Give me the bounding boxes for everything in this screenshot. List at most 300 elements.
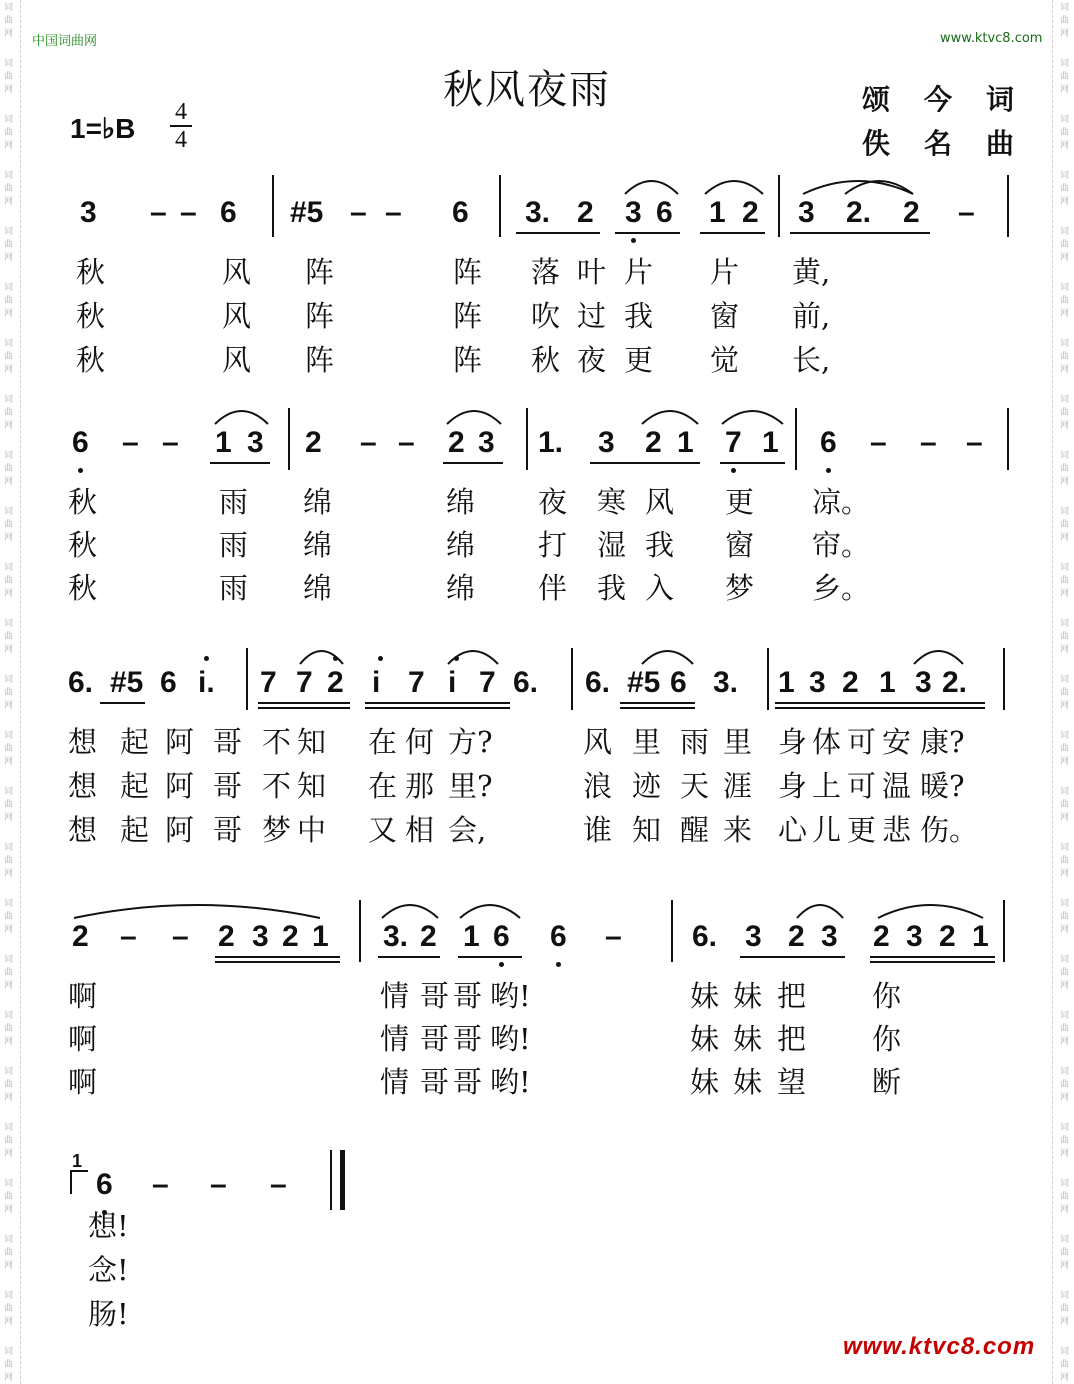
note: 2 [742,196,759,229]
watermark-char: 网 [1060,1373,1070,1383]
watermark-char: 词 [1060,1347,1070,1357]
watermark-char: 曲 [4,520,14,530]
watermark-char: 曲 [4,408,14,418]
octave-dot-above [378,656,383,661]
watermark-char: 网 [1060,365,1070,375]
underline [775,702,985,704]
watermark-char: 网 [1060,701,1070,711]
watermark-char: 网 [4,477,14,487]
lyric-char: 身 [778,769,808,803]
right-margin-line [1052,0,1053,1384]
lyric-char: 秋 [76,255,106,289]
slur [380,898,440,920]
lyric-char: 啊 [68,979,98,1013]
watermark-char: 网 [4,981,14,991]
underline [785,956,845,958]
lyric-char: 哥 [420,979,450,1013]
song-title: 秋风夜雨 [443,67,611,113]
lyric-char: 不 [262,769,292,803]
watermark-char: 曲 [4,1360,14,1370]
lyric-char: 湿 [597,528,627,562]
watermark-char: 曲 [4,464,14,474]
lyric-char: 阵 [305,255,335,289]
watermark-char: 曲 [1060,352,1070,362]
lyric-char: 雨 [219,485,249,519]
watermark-char: 曲 [4,576,14,586]
lyric-char: 秋 [76,343,106,377]
lyric-char: 梦 [725,571,755,605]
lyric-char: 前, [792,299,831,333]
lyric-char: 相 [405,813,435,847]
note: – [870,426,887,459]
lyric-char: 涯 [723,769,753,803]
watermark-char: 词 [4,843,14,853]
underline [365,702,510,704]
slur [72,898,322,920]
underline [516,232,600,234]
slur [640,404,700,426]
watermark-char: 网 [1060,925,1070,935]
note: – [122,426,139,459]
watermark-char: 网 [4,757,14,767]
note: 3. [525,196,551,229]
note: 1 [677,426,694,459]
watermark-char: 词 [4,731,14,741]
watermark-char: 曲 [1060,1024,1070,1034]
watermark-char: 曲 [4,352,14,362]
watermark-char: 曲 [1060,1080,1070,1090]
lyric-char: 悲 [882,813,912,847]
watermark-char: 曲 [4,688,14,698]
site-name-left: 中国词曲网 [32,34,98,49]
lyric-char: 哟! [490,1065,531,1099]
note: 2 [842,666,859,699]
watermark-char: 曲 [1060,912,1070,922]
watermark-char: 网 [1060,1037,1070,1047]
watermark-char: 网 [1060,813,1070,823]
note: 3. [383,920,409,953]
lyric-char: 秋 [531,343,561,377]
note: 3 [745,920,762,953]
lyric-char: 念! [88,1253,129,1287]
underline [215,956,340,958]
note: 6 [656,196,673,229]
note: – [966,426,983,459]
lyric-char: 起 [120,769,150,803]
underline [458,956,522,958]
lyric-char: 风 [583,725,613,759]
lyric-char: 妹 [690,1065,720,1099]
note: 6 [72,426,89,459]
watermark-char: 网 [4,533,14,543]
volta-number: 1 [72,1151,83,1171]
watermark-char: 词 [4,619,14,629]
note: 2 [788,920,805,953]
barline [671,900,673,962]
note: 3 [247,426,264,459]
watermark-char: 曲 [4,128,14,138]
lyric-char: 伴 [538,571,568,605]
watermark-char: 词 [4,675,14,685]
lyric-char: 可 [847,769,877,803]
watermark-char: 网 [4,1037,14,1047]
lyric-char: 想 [68,769,98,803]
barline [571,648,573,710]
barline [1003,900,1005,962]
underline [590,462,700,464]
slur [720,404,785,426]
watermark-char: 曲 [1060,520,1070,530]
watermark-char: 网 [1060,29,1070,39]
lyric-char: 绵 [446,528,476,562]
watermark-char: 网 [4,1317,14,1327]
note: 1 [215,426,232,459]
note: 7 [408,666,425,699]
note: 6 [160,666,177,699]
watermark-char: 网 [1060,869,1070,879]
composer-credit [862,122,1048,162]
lyric-char: 帘。 [812,528,871,562]
lyric-char: 妹 [733,1022,763,1056]
watermark-char: 词 [1060,507,1070,517]
barline [526,408,528,470]
barline [1003,648,1005,710]
watermark-char: 网 [4,701,14,711]
left-margin-line [20,0,21,1384]
lyric-char: 妹 [733,979,763,1013]
lyricist-credit [862,78,1048,118]
slur [795,898,845,920]
lyric-char: 窗 [725,528,755,562]
watermark-char: 曲 [1060,296,1070,306]
watermark-char: 曲 [1060,1192,1070,1202]
watermark-char: 网 [1060,253,1070,263]
lyric-char: 觉 [710,343,740,377]
watermark-char: 词 [1060,59,1070,69]
lyric-char: 不 [262,725,292,759]
note: 3 [625,196,642,229]
lyric-char: 哥 [453,1065,483,1099]
watermark-char: 曲 [4,1192,14,1202]
watermark-char: 词 [4,1067,14,1077]
lyric-char: 妹 [733,1065,763,1099]
watermark-char: 网 [4,869,14,879]
watermark-char: 词 [4,1347,14,1357]
watermark-char: 词 [4,227,14,237]
note: 6 [550,920,567,953]
note: – [270,1168,287,1201]
time-sig-bottom: 4 [175,127,187,153]
lyric-char: 风 [645,485,675,519]
lyric-char: 秋 [68,528,98,562]
lyric-char: 哥 [213,725,243,759]
watermark-char: 曲 [4,296,14,306]
watermark-char: 词 [4,451,14,461]
watermark-char: 网 [4,421,14,431]
double-underline [258,707,350,709]
watermark-char: 词 [1060,563,1070,573]
key-signature: 1=♭B [70,113,136,144]
lyric-char: 秋 [68,485,98,519]
note: 6. [68,666,94,699]
lyric-char: 又 [368,813,398,847]
watermark-char: 网 [1060,1317,1070,1327]
lyric-char: 阿 [165,725,195,759]
lyric-char: 打 [538,528,568,562]
watermark-char: 曲 [1060,72,1070,82]
watermark-char: 词 [1060,1011,1070,1021]
watermark-char: 网 [4,1373,14,1383]
note: 3 [821,920,838,953]
lyric-char: 何 [405,725,435,759]
lyric-char: 更 [624,343,654,377]
watermark-char: 词 [1060,1123,1070,1133]
watermark-char: 网 [4,1261,14,1271]
lyric-char: 方? [448,725,493,759]
underline [620,702,695,704]
watermark-char: 网 [4,197,14,207]
watermark-char: 词 [4,3,14,13]
lyric-char: 断 [872,1065,902,1099]
watermark-char: 曲 [4,240,14,250]
octave-dot-below [731,468,736,473]
note: 2 [939,920,956,953]
slur [445,404,503,426]
watermark-char: 词 [1060,843,1070,853]
watermark-char: 词 [1060,1067,1070,1077]
watermark-char: 曲 [1060,744,1070,754]
lyric-char: 浪 [583,769,613,803]
watermark-char: 词 [4,1011,14,1021]
lyric-char: 里? [448,769,493,803]
watermark-char: 词 [4,395,14,405]
watermark-char: 网 [1060,85,1070,95]
lyric-char: 风 [222,343,252,377]
lyric-char: 片 [710,255,740,289]
lyric-char: 醒 [680,813,710,847]
lyric-char: 哥 [213,813,243,847]
octave-dot-above [204,656,209,661]
lyric-char: 入 [645,571,675,605]
lyric-char: 知 [297,769,327,803]
watermark-char: 曲 [1060,576,1070,586]
note: i. [198,666,215,699]
note: 6 [96,1168,113,1201]
lyric-char: 落 [531,255,561,289]
lyric-char: 凉。 [812,485,871,519]
lyric-char: 情 [380,1065,410,1099]
lyric-char: 窗 [710,299,740,333]
note: 2 [327,666,344,699]
lyric-char: 哥 [213,769,243,803]
lyric-char: 儿 [812,813,842,847]
lyric-char: 阵 [453,255,483,289]
watermark-char: 曲 [1060,1304,1070,1314]
note: – [920,426,937,459]
lyric-char: 我 [597,571,627,605]
lyric-char: 安 [882,725,912,759]
note: – [385,196,402,229]
slur [703,174,765,196]
lyric-char: 过 [577,299,607,333]
lyric-char: 你 [872,979,902,1013]
underline [720,462,785,464]
note: 1 [972,920,989,953]
note: 2 [420,920,437,953]
octave-dot-below [826,468,831,473]
lyric-char: 在 [368,769,398,803]
note: 1. [538,426,564,459]
barline [767,648,769,710]
watermark-char: 曲 [4,1080,14,1090]
lyric-char: 里 [723,725,753,759]
note: 3 [478,426,495,459]
watermark-char: 曲 [4,16,14,26]
lyric-char: 吹 [531,299,561,333]
watermark-char: 曲 [1060,16,1070,26]
lyric-char: 起 [120,813,150,847]
slur [876,898,985,920]
final-barline-thick [340,1150,345,1210]
lyric-char: 阵 [305,343,335,377]
note: 2 [218,920,235,953]
lyric-char: 心 [778,813,808,847]
watermark-char: 网 [1060,1093,1070,1103]
barline [499,175,501,237]
composer-name-2: 名 [924,127,953,160]
note: – [152,1168,169,1201]
watermark-char: 词 [4,899,14,909]
lyric-char: 妹 [690,1022,720,1056]
octave-dot-below [78,468,83,473]
lyric-char: 哟! [490,979,531,1013]
note: 2 [72,920,89,953]
watermark-char: 曲 [4,856,14,866]
watermark-char: 曲 [1060,128,1070,138]
watermark-char: 网 [1060,141,1070,151]
lyric-char: 我 [624,299,654,333]
watermark-char: 词 [1060,283,1070,293]
lyric-char: 哥 [453,1022,483,1056]
slur [446,644,500,666]
watermark-char: 网 [1060,1261,1070,1271]
underline [615,232,680,234]
lyricist-name-1: 颂 [862,83,891,116]
lyric-char: 谁 [583,813,613,847]
barline [246,648,248,710]
site-url-right: www.ktvc8.com [940,31,1043,46]
underline [443,462,503,464]
lyric-char: 雨 [680,725,710,759]
note: 3 [915,666,932,699]
lyric-char: 啊 [68,1022,98,1056]
note: i [372,666,381,699]
watermark-char: 网 [1060,1149,1070,1159]
note: – [958,196,975,229]
watermark-char: 词 [4,59,14,69]
watermark-char: 曲 [4,1304,14,1314]
lyric-char: 雨 [219,528,249,562]
watermark-char: 词 [4,787,14,797]
lyric-char: 哥 [420,1022,450,1056]
watermark-char: 网 [1060,477,1070,487]
note: 2 [448,426,465,459]
note: #5 [110,666,144,699]
watermark-char: 词 [1060,675,1070,685]
watermark-char: 网 [4,309,14,319]
double-underline [215,961,340,963]
lyric-char: 夜 [538,485,568,519]
watermark-char: 网 [1060,421,1070,431]
note: 2 [873,920,890,953]
lyric-char: 可 [847,725,877,759]
watermark-char: 词 [1060,787,1070,797]
lyric-char: 乡。 [812,571,871,605]
lyric-char: 阵 [453,299,483,333]
watermark-char: 曲 [4,184,14,194]
watermark-char: 词 [1060,227,1070,237]
note: #5 [290,196,324,229]
watermark-char: 网 [4,925,14,935]
barline [795,408,797,470]
watermark-char: 网 [1060,309,1070,319]
note: 6 [220,196,237,229]
lyric-char: 想 [68,725,98,759]
watermark-char: 网 [1060,981,1070,991]
lyric-char: 我 [645,528,675,562]
slur [912,644,965,666]
time-signature [170,100,192,152]
watermark-char: 词 [1060,3,1070,13]
lyric-char: 夜 [577,343,607,377]
note: 3 [798,196,815,229]
lyric-char: 阵 [305,299,335,333]
lyric-char: 想 [68,813,98,847]
note: 7 [296,666,313,699]
note: 6. [513,666,539,699]
lyric-char: 哟! [490,1022,531,1056]
slur [843,174,915,196]
slur [298,644,345,666]
lyric-char: 把 [777,979,807,1013]
watermark-char: 曲 [4,1024,14,1034]
watermark-char: 曲 [1060,184,1070,194]
watermark-char: 网 [1060,533,1070,543]
watermark-char: 词 [4,115,14,125]
watermark-char: 词 [4,507,14,517]
watermark-char: 网 [4,29,14,39]
lyric-char: 风 [222,255,252,289]
note: 2 [645,426,662,459]
lyric-char: 长, [792,343,831,377]
watermark-char: 曲 [4,912,14,922]
watermark-char: 词 [1060,451,1070,461]
watermark-char: 曲 [1060,1360,1070,1370]
watermark-char: 曲 [4,800,14,810]
composer-label: 曲 [986,127,1015,160]
note: – [605,920,622,953]
watermark-char: 曲 [4,72,14,82]
note: – [398,426,415,459]
note: 6 [452,196,469,229]
watermark-char: 曲 [1060,800,1070,810]
lyric-char: 雨 [219,571,249,605]
slur [213,404,270,426]
watermark-char: 词 [1060,1291,1070,1301]
lyric-char: 温 [882,769,912,803]
watermark-char: 词 [1060,115,1070,125]
underline [740,956,785,958]
